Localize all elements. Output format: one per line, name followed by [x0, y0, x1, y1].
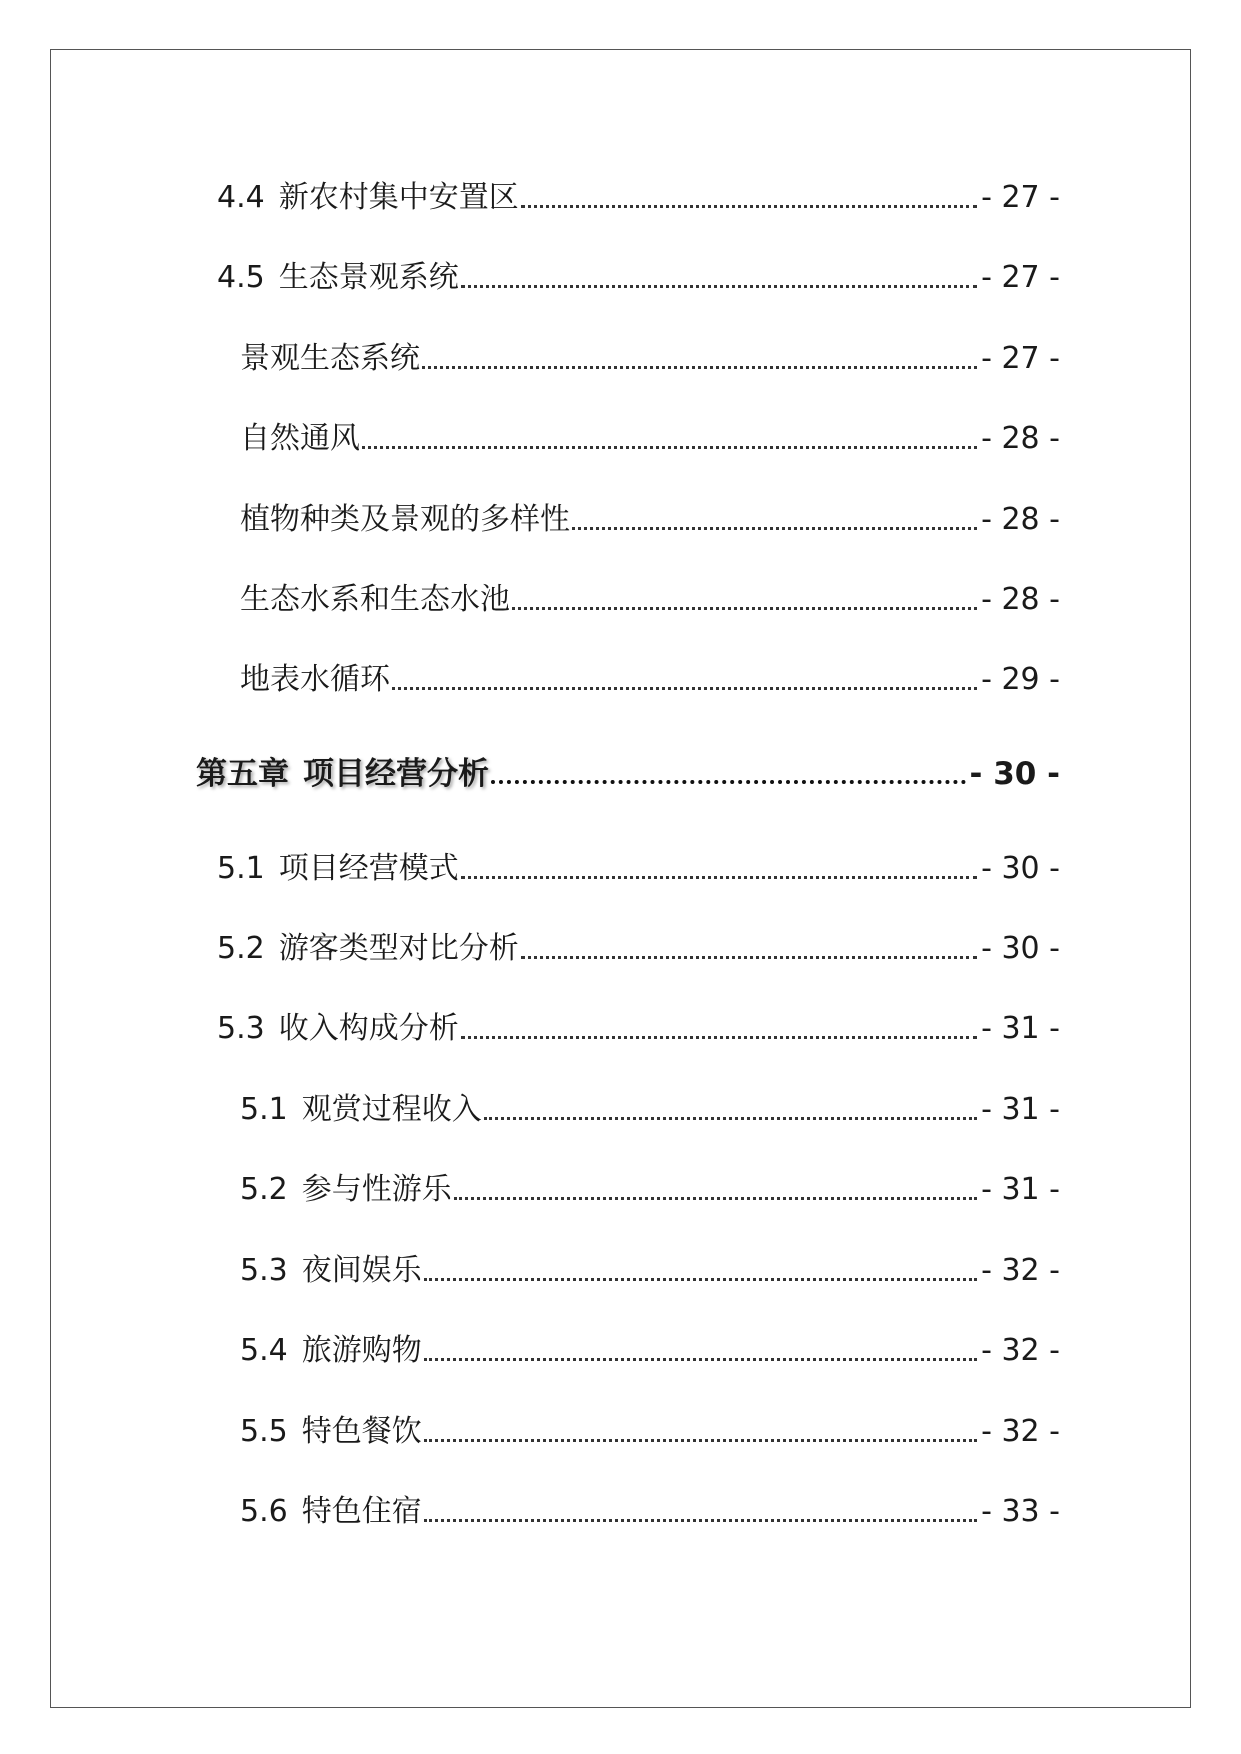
toc-entry-number: 4.5 [217, 260, 265, 295]
toc-entry-label [217, 929, 521, 969]
toc-entry-title: 生态景观系统 [278, 260, 459, 295]
toc-entry-label [196, 754, 491, 794]
toc-entry-5-3-2[interactable] [0, 1166, 1060, 1210]
dot-leader [491, 780, 966, 784]
dot-leader [362, 446, 977, 449]
dot-leader [424, 1358, 977, 1361]
toc-entry-label [240, 1331, 424, 1371]
toc-entry-title: 观赏过程收入 [301, 1092, 482, 1127]
toc-page-number: - 32 - [981, 1253, 1060, 1288]
toc-page-number: - 27 - [981, 260, 1060, 295]
toc-entry-4-5[interactable] [0, 254, 1060, 298]
dot-leader [521, 205, 977, 208]
toc-page-number: - 28 - [981, 582, 1060, 617]
toc-entry-plant-diversity[interactable] [0, 496, 1060, 540]
toc-entry-number: 5.3 [240, 1253, 288, 1288]
toc-page-number: - 32 - [981, 1414, 1060, 1449]
toc-entry-surface-water-cycle[interactable] [0, 656, 1060, 700]
toc-entry-label [217, 258, 461, 298]
toc-entry-label [240, 419, 362, 459]
toc-page-number: - 29 - [981, 662, 1060, 697]
toc-page-number: - 32 - [981, 1333, 1060, 1368]
toc-entry-title: 夜间娱乐 [301, 1253, 422, 1288]
toc-entry-number: 5.6 [240, 1494, 288, 1529]
dot-leader [484, 1117, 977, 1120]
toc-entry-eco-water-system[interactable] [0, 576, 1060, 620]
toc-entry-label [240, 339, 422, 379]
toc-entry-title: 旅游购物 [301, 1333, 422, 1368]
toc-entry-number: 4.4 [217, 180, 265, 215]
dot-leader [424, 1519, 977, 1522]
toc-entry-4-4[interactable] [0, 174, 1060, 218]
toc-entry-title: 收入构成分析 [278, 1011, 459, 1046]
toc-entry-label [240, 660, 392, 700]
toc-page-number: - 28 - [981, 502, 1060, 537]
toc-entry-landscape-ecosystem[interactable] [0, 335, 1060, 379]
toc-entry-label [217, 1009, 461, 1049]
toc-page-number: - 27 - [981, 341, 1060, 376]
toc-entry-chapter-5[interactable] [0, 750, 1060, 794]
toc-entry-natural-ventilation[interactable] [0, 415, 1060, 459]
toc-page-number: - 30 - [981, 931, 1060, 966]
toc-entry-title: 特色餐饮 [301, 1414, 422, 1449]
toc-entry-5-3[interactable] [0, 1005, 1060, 1049]
toc-entry-title: 自然通风 [240, 421, 360, 456]
toc-entry-number: 5.5 [240, 1414, 288, 1449]
toc-entry-number: 5.1 [240, 1092, 288, 1127]
toc-page-number: - 30 - [981, 851, 1060, 886]
dot-leader [422, 366, 977, 369]
dot-leader [512, 607, 977, 610]
toc-page-number: - 27 - [981, 180, 1060, 215]
toc-entry-5-3-3[interactable] [0, 1247, 1060, 1291]
dot-leader [521, 956, 977, 959]
toc-entry-label [240, 580, 512, 620]
toc-entry-5-3-5[interactable] [0, 1408, 1060, 1452]
toc-page-number: - 31 - [981, 1011, 1060, 1046]
toc-entry-title: 植物种类及景观的多样性 [240, 502, 570, 537]
toc-page-number: - 31 - [981, 1092, 1060, 1127]
toc-entry-title: 地表水循环 [240, 662, 390, 697]
toc-entry-number: 5.4 [240, 1333, 288, 1368]
toc-entry-title: 参与性游乐 [301, 1172, 452, 1207]
toc-entry-label [240, 1251, 424, 1291]
dot-leader [572, 527, 977, 530]
toc-entry-title: 新农村集中安置区 [278, 180, 519, 215]
toc-entry-5-1[interactable] [0, 845, 1060, 889]
toc-entry-title: 生态水系和生态水池 [240, 582, 510, 617]
toc-entry-title: 项目经营模式 [278, 851, 459, 886]
toc-entry-title: 景观生态系统 [240, 341, 420, 376]
dot-leader [461, 876, 977, 879]
dot-leader [454, 1197, 977, 1200]
toc-entry-label [217, 849, 461, 889]
toc-entry-5-3-4[interactable] [0, 1327, 1060, 1371]
toc-page-number: - 28 - [981, 421, 1060, 456]
dot-leader [461, 1036, 977, 1039]
toc-entry-label [240, 1492, 424, 1532]
toc-entry-title: 游客类型对比分析 [278, 931, 519, 966]
toc-entry-number: 5.2 [217, 931, 265, 966]
toc-page-number: - 33 - [981, 1494, 1060, 1529]
toc-page-number: - 30 - [969, 756, 1060, 792]
dot-leader [461, 285, 977, 288]
toc-entry-label [240, 1090, 484, 1130]
toc-entry-label [240, 1412, 424, 1452]
dot-leader [392, 687, 977, 690]
toc-entry-label [240, 1170, 454, 1210]
toc-entry-label [240, 500, 572, 540]
toc-entry-number: 5.1 [217, 851, 265, 886]
toc-entry-label [217, 178, 521, 218]
toc-page-number: - 31 - [981, 1172, 1060, 1207]
toc-entry-number: 5.3 [217, 1011, 265, 1046]
toc-entry-number: 5.2 [240, 1172, 288, 1207]
toc-entry-number: 第五章 [196, 756, 289, 792]
dot-leader [424, 1278, 977, 1281]
toc-entry-5-2[interactable] [0, 925, 1060, 969]
dot-leader [424, 1439, 977, 1442]
toc-entry-5-3-1[interactable] [0, 1086, 1060, 1130]
toc-entry-title: 项目经营分析 [303, 756, 489, 792]
toc-entry-5-3-6[interactable] [0, 1488, 1060, 1532]
toc-entry-title: 特色住宿 [301, 1494, 422, 1529]
